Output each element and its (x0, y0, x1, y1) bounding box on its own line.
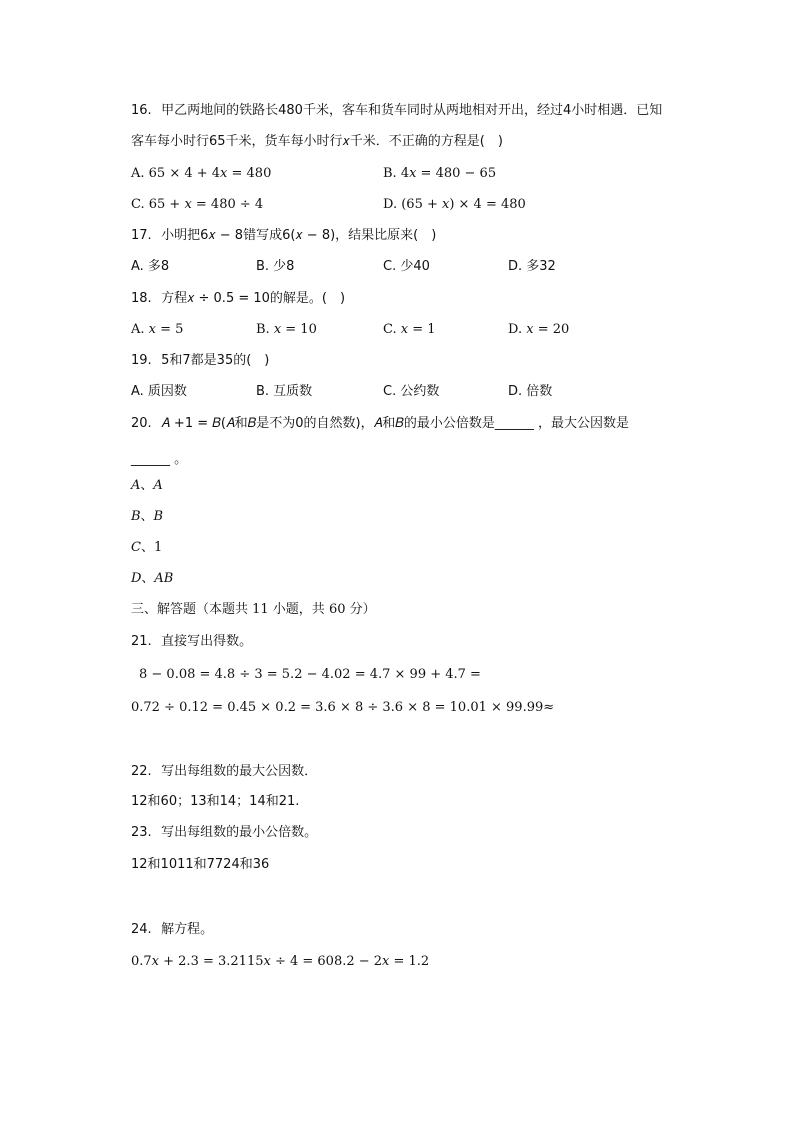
q18-option-c: C. 𝑥 = 1 (383, 322, 436, 337)
q19-text: 5和7都是35的( ) (161, 353, 270, 368)
q21-number: 21. (131, 634, 152, 649)
q20-text-line2: ______ 。 (131, 452, 188, 467)
q19-option-c: C. 公约数 (383, 384, 440, 399)
q21-line (131, 632, 252, 652)
q19-option-d: D. 倍数 (508, 384, 553, 399)
q22-content: 12和60；13和14；14和21. (131, 794, 300, 809)
q23-number: 23. (131, 825, 152, 840)
q19-line (131, 351, 269, 371)
q23-line (131, 823, 317, 843)
q20-option-a: 𝐴、𝐴 (131, 478, 163, 493)
q16-text-line2: 客车每小时行65千米，货车每小时行𝑥千米．不正确的方程是( ) (131, 134, 503, 149)
q22-text: 写出每组数的最大公因数． (161, 764, 318, 779)
q17-line (131, 226, 436, 246)
q18-text: 方程𝑥 ÷ 0.5 = 10的解是。( ) (161, 291, 346, 306)
q20-number: 20. (131, 416, 152, 431)
q20-option-b: 𝐵、𝐵 (131, 509, 164, 524)
q20-option-c: 𝐶、1 (131, 540, 163, 555)
q17-option-d: D. 多32 (508, 259, 556, 274)
q23-content: 12和1011和7724和36 (131, 857, 270, 872)
q20-line1 (131, 414, 629, 434)
q17-number: 17. (131, 228, 152, 243)
q16-line1 (131, 101, 662, 121)
q24-line (131, 920, 213, 940)
q24-text: 解方程。 (161, 922, 214, 937)
section-heading: 三、解答题（本题共 11 小题，共 60 分） (131, 602, 376, 617)
q24-content: 0.7𝑥 + 2.3 = 3.2115𝑥 ÷ 4 = 608.2 − 2𝑥 = 1.2 (131, 954, 430, 969)
q16-option-d: D. (65 + 𝑥) × 4 = 480 (383, 197, 526, 212)
q24-number: 24. (131, 922, 152, 937)
q19-option-a: A. 质因数 (131, 384, 187, 399)
q21-text: 直接写出得数。 (161, 634, 253, 649)
q19-option-b: B. 互质数 (256, 384, 313, 399)
q17-option-a: A. 多8 (131, 259, 170, 274)
q18-line (131, 289, 345, 309)
q16-number: 16. (131, 103, 152, 118)
q16-option-b: B. 4𝑥 = 480 − 65 (383, 166, 497, 181)
q22-line (131, 762, 317, 782)
q19-number: 19. (131, 353, 152, 368)
q21-row1: 8 − 0.08 = 4.8 ÷ 3 = 5.2 − 4.02 = 4.7 × 99 + 4.7 = (139, 667, 481, 682)
q23-text: 写出每组数的最小公倍数。 (161, 825, 318, 840)
q16-text-line1: 甲乙两地间的铁路长480千米，客车和货车同时从两地相对开出，经过4小时相遇．已知 (161, 103, 663, 118)
q20-text-line1: 𝐴 +1 = 𝐵(𝐴和𝐵是不为0的自然数)，𝐴和𝐵的最小公倍数是______ ，最大公因数是 (161, 416, 630, 431)
q17-option-b: B. 少8 (256, 259, 295, 274)
q17-text: 小明把6𝑥 − 8错写成6(𝑥 − 8)，结果比原来( ) (161, 228, 437, 243)
q21-row2: 0.72 ÷ 0.12 = 0.45 × 0.2 = 3.6 × 8 ÷ 3.6 × 8 = 10.01 × 99.99≈ (131, 700, 555, 715)
q22-number: 22. (131, 764, 152, 779)
q20-option-d: 𝐷、𝐴𝐵 (131, 571, 174, 586)
q16-option-c: C. 65 + 𝑥 = 480 ÷ 4 (131, 197, 264, 212)
q18-option-b: B. 𝑥 = 10 (256, 322, 317, 337)
q18-option-a: A. 𝑥 = 5 (131, 322, 184, 337)
q17-option-c: C. 少40 (383, 259, 430, 274)
q18-number: 18. (131, 291, 152, 306)
q16-option-a: A. 65 × 4 + 4𝑥 = 480 (131, 166, 272, 181)
q18-option-d: D. 𝑥 = 20 (508, 322, 570, 337)
